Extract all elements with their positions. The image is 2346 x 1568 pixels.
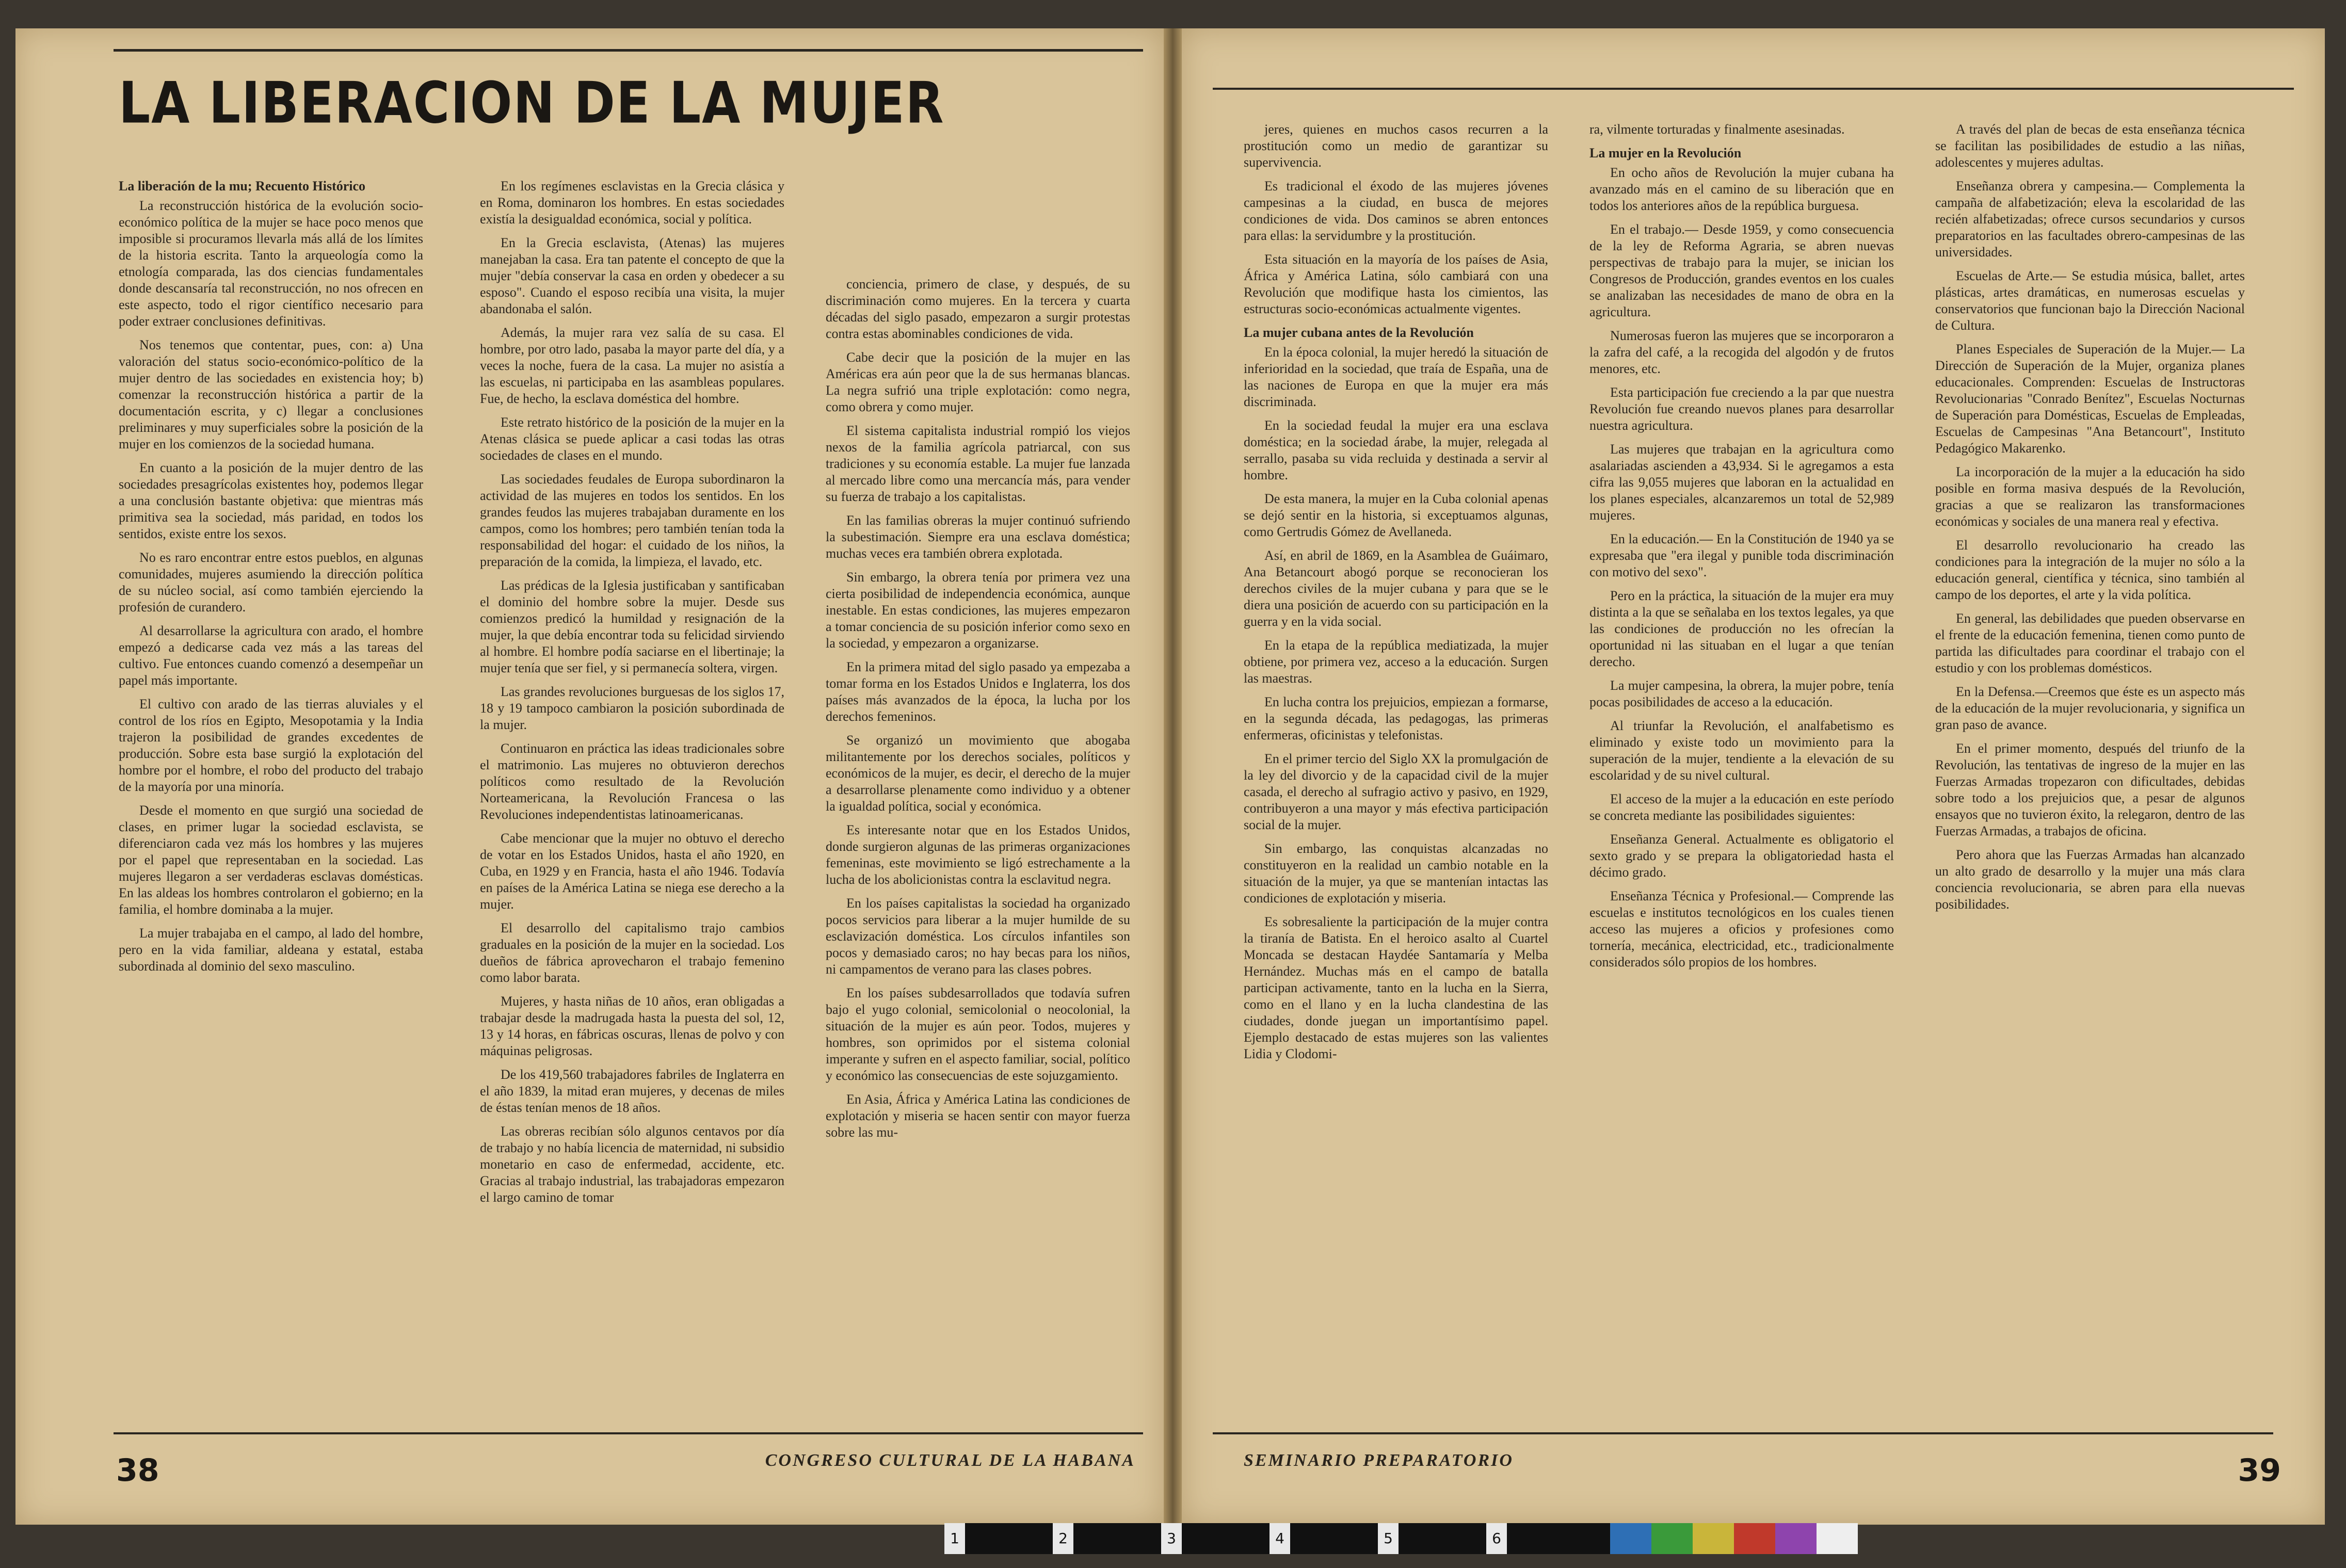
paragraph: Además, la mujer rara vez salía de su casa. El hombre, por otro lado, pasaba la mayor parte del día, y a veces la noche, fuera de la casa. La mujer no asistía a las escuelas, ni participaba en las asambleas populares. Fue, de hecho, la esclava doméstica del hombre. xyxy=(480,325,784,406)
scale-number: 4 xyxy=(1270,1523,1290,1554)
paragraph: Se organizó un movimiento que abogaba militantemente por los derechos sociales, políticos y económicos de la mujer, es decir, el derecho de la mujer a desarrollarse plenamente como individuo y a obtener la igualdad política, social y económica. xyxy=(826,733,1130,814)
paragraph: La reconstrucción histórica de la evolución socio-económico política de la mujer se hace poco menos que imposible si procuramos llevarla más allá de los límites de la historia escrita. Tanto la arqueología como la etnología comparada, las dos ciencias fundamentales donde descansaría tal reconstrucción, no nos ofrecen en este aspecto, todo el rigor científico necesario para poder extraer conclusiones definitivas. xyxy=(119,198,423,329)
paragraph: El desarrollo del capitalismo trajo cambios graduales en la posición de la mujer en la sociedad. Los dueños de fábrica aprovecharon el trabajo femenino como labor barata. xyxy=(480,920,784,985)
paragraph: Escuelas de Arte.— Se estudia música, ballet, artes plásticas, artes dramáticas, en numerosas escuelas y conservatorios que funcionan bajo la Dirección Nacional de Cultura. xyxy=(1935,268,2245,333)
paragraph: Cabe decir que la posición de la mujer en las Américas era aún peor que la de sus hermanas blancas. La negra sufrió una triple explotación: como negra, como obrera y como mujer. xyxy=(826,350,1130,414)
color-swatch xyxy=(1651,1523,1693,1554)
top-rule xyxy=(1213,88,2294,90)
page-number: 38 xyxy=(116,1452,159,1489)
paragraph: En ocho años de Revolución la mujer cubana ha avanzado más en el camino de su liberación que en todos los anteriores años de la república burguesa. xyxy=(1589,165,1894,213)
left-page xyxy=(15,28,1164,1525)
paragraph: ra, vilmente torturadas y finalmente asesinadas. xyxy=(1589,122,1845,137)
bottom-rule xyxy=(114,1432,1143,1434)
paragraph: Cabe mencionar que la mujer no obtuvo el derecho de votar en los Estados Unidos, hasta el año 1920, en Cuba, en 1929 y en Francia, hasta el año 1946. Todavía en países de la América Latina se niega ese derecho a la mujer. xyxy=(480,831,784,912)
paragraph: Pero ahora que las Fuerzas Armadas han alcanzado un alto grado de desarrollo y la mujer una más clara conciencia revolucionaria, se abren para ella nuevas posibilidades. xyxy=(1935,847,2245,912)
paragraph-list xyxy=(1244,121,1548,317)
color-scale-bar xyxy=(944,1523,1729,1554)
paragraph: Al desarrollarse la agricultura con arado, el hombre empezó a dedicarse cada vez más a las tareas del cultivo. Fue entonces cuando comenzó a desempeñar un papel más importante. xyxy=(119,623,423,688)
paragraph: En la primera mitad del siglo pasado ya empezaba a tomar forma en los Estados Unidos e Inglaterra, los dos países más avanzados de la época, la lucha por los derechos femeninos. xyxy=(826,659,1130,724)
section-heading: La mujer en la Revolución xyxy=(1589,146,1742,160)
right-column-2 xyxy=(1589,121,1894,978)
section-heading: La liberación de la mu; Recuento Histórico xyxy=(119,179,366,193)
paragraph: En el primer tercio del Siglo XX la promulgación de la ley del divorcio y de la capacidad civil de la mujer casada, el derecho al sufragio activo y pasivo, en 1929, contribuyeron a una mayor y más efectiva participación social de la mujer. xyxy=(1244,751,1548,832)
paragraph: La mujer campesina, la obrera, la mujer pobre, tenía pocas posibilidades de acceso a la educación. xyxy=(1589,678,1894,709)
paragraph: De esta manera, la mujer en la Cuba colonial apenas se dejó sentir en la historia, si exceptuamos algunas, como Gertrudis Gómez de Avellaneda. xyxy=(1244,491,1548,539)
paragraph: Es interesante notar que en los Estados Unidos, donde surgieron algunas de las primeras organizaciones femeninas, este movimiento se ligó estrechamente a la lucha de los abolicionistas contra la esclavitud negra. xyxy=(826,822,1130,887)
paragraph: Desde el momento en que surgió una sociedad de clases, en primer lugar la sociedad esclavista, se diferenciaron cada vez más los hombres y las mujeres por el papel que representaban en la sociedad. Las mujeres llegaron a ser verdaderas esclavas domésticas. En las aldeas los hombres controlaron el gobierno; en la familia, el hombre dominaba a la mujer. xyxy=(119,803,423,917)
paragraph: El sistema capitalista industrial rompió los viejos nexos de la familia agrícola patriarcal, con sus tradiciones y su economía estable. La mujer fue lanzada al mercado libre como una mercancía más, para vender su fuerza de trabajo a los capitalistas. xyxy=(826,423,1130,504)
right-column-3 xyxy=(1935,121,2245,920)
paragraph: En la sociedad feudal la mujer era una esclava doméstica; en la sociedad árabe, la mujer, relegada al serrallo, pasaba su vida recluida y destinada a servir al hombre. xyxy=(1244,418,1548,482)
paragraph: La mujer trabajaba en el campo, al lado del hombre, pero en la vida familiar, aldeana y estatal, estaba subordinada al dominio del sexo masculino. xyxy=(119,926,423,974)
scale-number: 6 xyxy=(1486,1523,1507,1554)
paragraph: En la época colonial, la mujer heredó la situación de inferioridad en la sociedad, que traía de España, una de las naciones de Europa en que la mujer era más discriminada. xyxy=(1244,345,1548,409)
page-footer: SEMINARIO PREPARATORIO xyxy=(1244,1451,1514,1470)
right-column-1 xyxy=(1244,121,1548,1070)
paragraph: Al triunfar la Revolución, el analfabetismo es eliminado y existe todo un movimiento para la superación de la mujer, tendiente a la elevación de su escolaridad y de su nivel cultural. xyxy=(1589,718,1894,783)
paragraph: Así, en abril de 1869, en la Asamblea de Guáimaro, Ana Betancourt abogó porque se reconocieran los derechos civiles de la mujer cubana y para que se le diera una posición de acuerdo con su participación en la guerra y en la vida social. xyxy=(1244,548,1548,629)
paragraph: Esta situación en la mayoría de los países de Asia, África y América Latina, sólo cambiará con una Revolución que modifique hasta los cimientos, las estructuras socio-económicas actualmente vigentes. xyxy=(1244,252,1548,316)
paragraph: En los países subdesarrollados que todavía sufren bajo el yugo colonial, semicolonial o neocolonial, la situación de la mujer es aún peor. Todos, mujeres y hombres, son oprimidos por el sistema colonial imperante y sufren en el aspecto familiar, social, político y económico las consecuencias de este sojuzgamiento. xyxy=(826,985,1130,1083)
paragraph: Pero en la práctica, la situación de la mujer era muy distinta a la que se señalaba en los textos legales, ya que las condiciones de producción no les ofrecían la oportunidad ni las situaban en el lugar a que tenían derecho. xyxy=(1589,588,1894,669)
article-title: LA LIBERACION DE LA MUJER xyxy=(119,70,945,136)
top-rule xyxy=(114,49,1143,52)
paragraph: El acceso de la mujer a la educación en este período se concreta mediante las posibilidades siguientes: xyxy=(1589,791,1894,823)
paragraph: Planes Especiales de Superación de la Mujer.— La Dirección de Superación de la Mujer, organiza planes educacionales. Comprenden: Escuelas de Instructoras Revolucionarias "Conrado Benítez", Escuelas Nocturnas de Superación para Domésticas, Escuelas de Empleadas, Escuelas de Campesinas "Ana Betancourt", Instituto Pedagógico Makarenko. xyxy=(1935,342,2245,456)
left-column-1 xyxy=(119,178,423,982)
paragraph: Continuaron en práctica las ideas tradicionales sobre el matrimonio. Las mujeres no obtuvieron derechos políticos como resultado de la Revolución Norteamericana, la Revolución Francesa o las Revoluciones independentistas latinoamericanas. xyxy=(480,741,784,822)
paragraph: En lucha contra los prejuicios, empiezan a formarse, en la segunda década, las pedagogas, las primeras enfermeras, oficinistas y telefonistas. xyxy=(1244,694,1548,742)
left-column-3 xyxy=(826,276,1130,1148)
paragraph: Es tradicional el éxodo de las mujeres jóvenes campesinas a la ciudad, en busca de mejores condiciones de vida. Dos caminos se abren entonces para ellas: la servidumbre y la prostitución. xyxy=(1244,179,1548,243)
book-gutter xyxy=(1164,28,1182,1525)
color-swatches xyxy=(1610,1523,1858,1554)
paragraph: En la Defensa.—Creemos que éste es un aspecto más de la educación de la mujer revolucionaria, y significa un gran paso de avance. xyxy=(1935,684,2245,732)
scale-number: 2 xyxy=(1053,1523,1073,1554)
paragraph: Nos tenemos que contentar, pues, con: a) Una valoración del status socio-económico-político de la mujer dentro de las sociedades en existencia hoy; b) comenzar la reconstrucción histórica a partir de la documentación escrita, y c) llegar a conclusiones preliminares y muy superficiales sobre la posición de la mujer en los comienzos de la sociedad humana. xyxy=(119,337,423,451)
color-swatch xyxy=(1734,1523,1775,1554)
page-footer: CONGRESO CULTURAL DE LA HABANA xyxy=(765,1451,1135,1470)
paragraph: Las grandes revoluciones burguesas de los siglos 17, 18 y 19 tampoco cambiaron la posición subordinada de la mujer. xyxy=(480,684,784,732)
paragraph: Numerosas fueron las mujeres que se incorporaron a la zafra del café, a la recogida del algodón y de frutos menores, etc. xyxy=(1589,328,1894,376)
paragraph-list xyxy=(480,178,784,1206)
paragraph: En la educación.— En la Constitución de 1940 ya se expresaba que "era ilegal y punible toda discriminación con motivo del sexo". xyxy=(1589,531,1894,579)
paragraph: Este retrato histórico de la posición de la mujer en la Atenas clásica se puede aplicar a casi todas las otras sociedades de clases en el mundo. xyxy=(480,415,784,463)
scale-numbers xyxy=(944,1523,1595,1554)
paragraph: Es sobresaliente la participación de la mujer contra la tiranía de Batista. En el heroico asalto al Cuartel Moncada se destacan Haydée Santamaría y Melba Hernández. Muchas más en el campo de batalla participan activamente, tanto en la lucha en la Sierra, como en el llano y en la lucha clandestina de las ciudades, donde juegan un importantísimo papel. Ejemplo destacado de estas mujeres son las valientes Lidia y Clodomi- xyxy=(1244,914,1548,1061)
paragraph: En la Grecia esclavista, (Atenas) las mujeres manejaban la casa. Era tan patente el concepto de que la mujer "debía conservar la casa en orden y obedecer a su esposo". Cuando el esposo recibía una visita, la mujer abandonaba el salón. xyxy=(480,235,784,316)
paragraph: Mujeres, y hasta niñas de 10 años, eran obligadas a trabajar desde la madrugada hasta la puesta del sol, 12, 13 y 14 horas, en fábricas oscuras, llenas de polvo y con máquinas peligrosas. xyxy=(480,994,784,1058)
scale-number: 3 xyxy=(1161,1523,1182,1554)
paragraph: En los regímenes esclavistas en la Grecia clásica y en Roma, dominaron los hombres. En estas sociedades existía la desigualdad económica, social y política. xyxy=(480,179,784,227)
scale-number: 1 xyxy=(944,1523,965,1554)
bottom-rule xyxy=(1213,1432,2273,1434)
paragraph: En Asia, África y América Latina las condiciones de explotación y miseria se hacen sentir con mayor fuerza sobre las mu- xyxy=(826,1092,1130,1140)
paragraph: Enseñanza Técnica y Profesional.— Comprende las escuelas e institutos tecnológicos en los cuales tienen acceso las mujeres a oficios y profesiones como tornería, mecánica, electricidad, etc., tradicionalmente considerados sólo propios de los hombres. xyxy=(1589,888,1894,969)
paragraph: Sin embargo, las conquistas alcanzadas no constituyeron en la realidad un cambio notable en la situación de la mujer, ya que se mantenían intactas las condiciones de explotación y miseria. xyxy=(1244,841,1548,906)
paragraph: En el trabajo.— Desde 1959, y como consecuencia de la ley de Reforma Agraria, se abren nuevas perspectivas de trabajo para la mujer, se inician los Congresos de Producción, grandes eventos en los cuales se analizaban las necesidades de mano de obra en la agricultura. xyxy=(1589,222,1894,319)
paragraph: La incorporación de la mujer a la educación ha sido posible en forma masiva después de la Revolución, gracias a que se realizaron las transformaciones económicas y sociales de una manera real y efectiva. xyxy=(1935,464,2245,529)
paragraph: En cuanto a la posición de la mujer dentro de las sociedades presagrícolas existentes hoy, podemos llegar a una conclusión bastante objetiva: que mientras más primitiva sea la sociedad, más paridad, en todos los sentidos, existe entre los sexos. xyxy=(119,460,423,541)
paragraph: En los países capitalistas la sociedad ha organizado pocos servicios para liberar a la mujer humilde de su esclavización doméstica. Los círculos infantiles son pocos y demasiado caros; no hay becas para los niños, ni campamentos de verano para las clases pobres. xyxy=(826,896,1130,977)
paragraph: jeres, quienes en muchos casos recurren a la prostitución como un medio de garantizar su supervivencia. xyxy=(1244,122,1548,170)
paragraph-list xyxy=(1244,344,1548,1062)
section-heading: La mujer cubana antes de la Revolución xyxy=(1244,325,1474,340)
paragraph: conciencia, primero de clase, y después, de su discriminación como mujeres. En la tercera y cuarta décadas del siglo pasado, empezaron a surgir protestas contra estas abominables condiciones de vida. xyxy=(826,277,1130,341)
paragraph: El cultivo con arado de las tierras aluviales y el control de los ríos en Egipto, Mesopotamia y la India trajeron la posibilidad de grandes excedentes de producción. Sobre esta base surgió la explotación del hombre por el hombre, el robo del producto del trabajo de la mayoría por una minoría. xyxy=(119,697,423,794)
paragraph: Las sociedades feudales de Europa subordinaron la actividad de las mujeres en todos los sentidos. En los grandes feudos las mujeres trabajaban duramente en los campos, como los hombres; pero también tenían toda la responsabilidad del hogar: el cuidado de los niños, la preparación de la comida, la limpieza, el lavado, etc. xyxy=(480,472,784,569)
paragraph-list xyxy=(1589,165,1894,971)
left-column-2 xyxy=(480,178,784,1213)
paragraph: Las obreras recibían sólo algunos centavos por día de trabajo y no había licencia de maternidad, ni subsidio monetario en caso de enfermedad, accidente, etc. Gracias al trabajo industrial, las trabajadoras empezaron el largo camino de tomar xyxy=(480,1124,784,1205)
paragraph: El desarrollo revolucionario ha creado las condiciones para la integración de la mujer no sólo a la educación general, científica y técnica, sino también al campo de los deportes, el arte y la vida política. xyxy=(1935,538,2245,602)
color-swatch xyxy=(1775,1523,1817,1554)
paragraph: A través del plan de becas de esta enseñanza técnica se facilitan las posibilidades de estudio a las niñas, adolescentes y mujeres adultas. xyxy=(1935,122,2245,170)
paragraph-list xyxy=(826,276,1130,1141)
paragraph: Las prédicas de la Iglesia justificaban y santificaban el dominio del hombre sobre la mujer. Desde sus comienzos predicó la humildad y resignación de la mujer, la que debía encontrar toda su felicidad sirviendo al hombre. El hombre podía saciarse en el libertinaje; la mujer tenía que ser fiel, y si permanecía soltera, virgen. xyxy=(480,578,784,675)
paragraph: En general, las debilidades que pueden observarse en el frente de la educación femenina, tienen como punto de partida las dificultades para coordinar el trabajo con el estudio y con los problemas domésticos. xyxy=(1935,611,2245,675)
page-number: 39 xyxy=(2238,1452,2281,1489)
paragraph-list xyxy=(119,198,423,975)
color-swatch xyxy=(1817,1523,1858,1554)
paragraph: Enseñanza obrera y campesina.— Complementa la campaña de alfabetización; eleva la escolaridad de las recién alfabetizadas; ofrece cursos secundarios y cursos preparatorios en las facultades obrero-campesinas de las universidades. xyxy=(1935,179,2245,260)
paragraph: En el primer momento, después del triunfo de la Revolución, las tentativas de ingreso de la mujer en las Fuerzas Armadas tropezaron con dificultades, debidas sobre todo a los prejuicios que, a pesar de algunos ensayos que no tuvieron éxito, la relegaron, dentro de las Fuerzas Armadas, a trabajos de oficina. xyxy=(1935,741,2245,838)
paragraph: Enseñanza General. Actualmente es obligatorio el sexto grado y se prepara la obligatoriedad hasta el décimo grado. xyxy=(1589,832,1894,880)
color-swatch xyxy=(1610,1523,1651,1554)
color-swatch xyxy=(1693,1523,1734,1554)
paragraph: En las familias obreras la mujer continuó sufriendo la subestimación. Siempre era una esclava doméstica; muchas veces era también obrera explotada. xyxy=(826,513,1130,561)
paragraph-list xyxy=(1935,121,2245,913)
paragraph: Sin embargo, la obrera tenía por primera vez una cierta posibilidad de independencia económica, aunque inestable. En estas condiciones, las mujeres empezaron a tomar conciencia de su posición inferior como sexo en la sociedad, y empezaron a organizarse. xyxy=(826,570,1130,651)
paragraph: Las mujeres que trabajan en la agricultura como asalariadas ascienden a 43,934. Si le agregamos a esta cifra las 9,055 mujeres que laboran en la actualidad en los planes especiales, alcanzaremos un total de 52,989 mujeres. xyxy=(1589,442,1894,523)
paragraph: Esta participación fue creciendo a la par que nuestra Revolución fue creando nuevos planes para desarrollar nuestra agricultura. xyxy=(1589,385,1894,433)
paragraph: En la etapa de la república mediatizada, la mujer obtiene, por primera vez, acceso a la educación. Surgen las maestras. xyxy=(1244,638,1548,686)
paragraph: No es raro encontrar entre estos pueblos, en algunas comunidades, mujeres asumiendo la dirección política de su núcleo social, así como también ejerciendo la profesión de curandero. xyxy=(119,550,423,615)
right-page xyxy=(1182,28,2325,1525)
paragraph: De los 419,560 trabajadores fabriles de Inglaterra en el año 1839, la mitad eran mujeres, y decenas de miles de éstas tenían menos de 18 años. xyxy=(480,1067,784,1115)
scale-number: 5 xyxy=(1378,1523,1399,1554)
